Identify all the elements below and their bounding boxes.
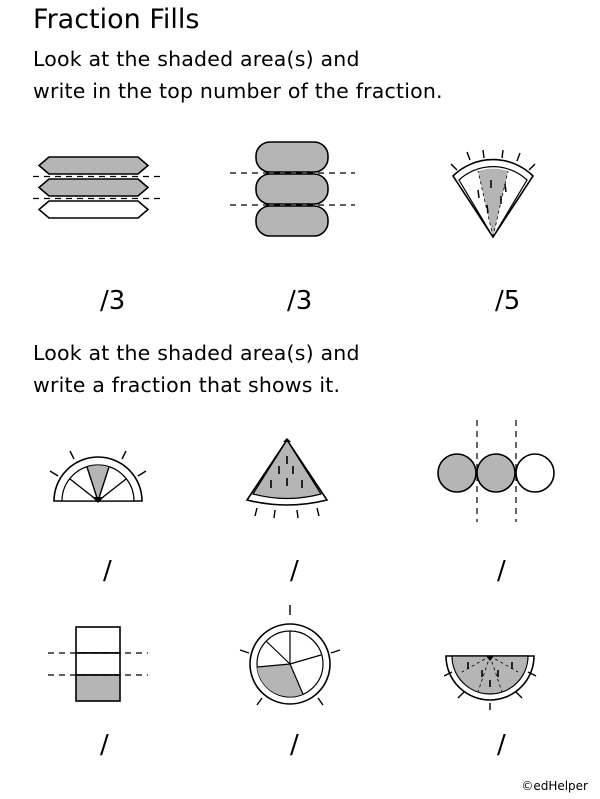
answer-blank-top-1: /3: [100, 286, 126, 316]
figure-watermelon-wedge: [445, 150, 545, 245]
answer-blank-bottom-1: /: [103, 556, 112, 586]
answer-blank-top-3: /5: [495, 286, 521, 316]
instructions-2-line-1: Look at the shaded area(s) and: [33, 341, 360, 365]
instructions-2-line-2: write a fraction that shows it.: [33, 373, 341, 397]
answer-blank-bottom-3: /: [497, 556, 506, 586]
figure-half-watermelon: [440, 648, 540, 712]
answer-blank-bottom-5: /: [290, 730, 299, 760]
answer-blank-bottom-2: /: [290, 556, 299, 586]
instructions-1-line-1: Look at the shaded area(s) and: [33, 47, 360, 71]
answer-blank-bottom-6: /: [497, 730, 506, 760]
figure-orange-circle: [235, 605, 345, 715]
figure-rectangle-column: [48, 625, 148, 715]
answer-blank-bottom-4: /: [100, 730, 109, 760]
figure-watermelon-triangle: [245, 438, 330, 520]
figure-circle-row: [435, 418, 565, 524]
figure-hexagon-bar-stack: [35, 155, 160, 227]
worksheet-title: Fraction Fills: [33, 4, 200, 35]
answer-blank-top-2: /3: [287, 286, 313, 316]
instructions-1-line-2: write in the top number of the fraction.: [33, 79, 443, 103]
figure-half-orange: [48, 445, 148, 507]
figure-rounded-bar-stack: [230, 140, 360, 240]
instructions-part-2: [33, 337, 360, 401]
copyright-notice: ©edHelper: [521, 779, 588, 793]
instructions-part-1: [33, 43, 443, 107]
